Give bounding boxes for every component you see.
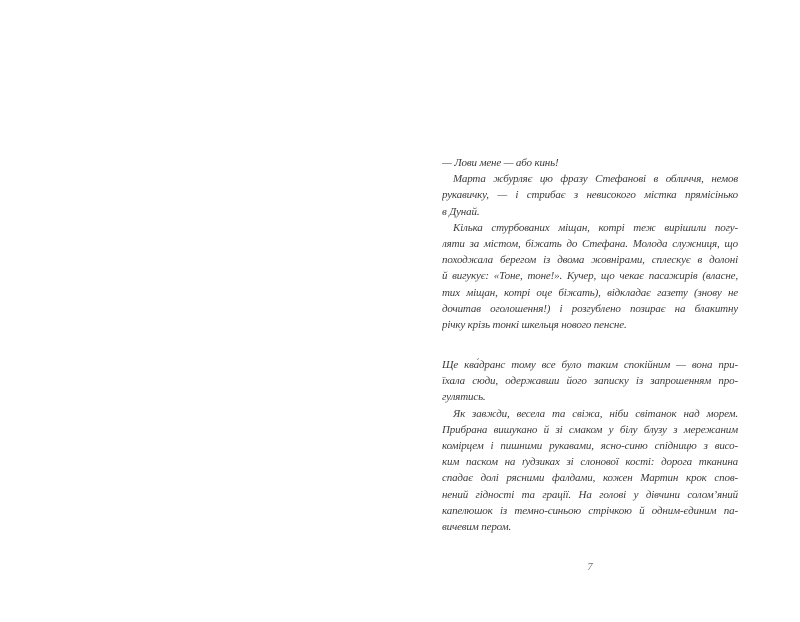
text-line: нений гідності та грації. На голові у дівчини солом’яний: [442, 488, 738, 501]
paragraph: [442, 155, 738, 171]
text-line: Ще ква́дранс тому все було таким спокійним — вона при-: [442, 359, 738, 372]
text-line: Як завжди, весела та свіжа, ніби світанок над морем.: [453, 407, 738, 420]
text-line: гулятись.: [442, 391, 486, 404]
text-block: [442, 155, 738, 333]
text-line: капелюшок із темно-синьою стрічкою й одним-єдиним па-: [442, 504, 738, 517]
text-column: [442, 155, 738, 535]
text-line: в Дунай.: [442, 205, 480, 218]
text-line: комірцем і пишними рукавами, ясно-синю спідницю з висо-: [442, 440, 738, 452]
paragraph: [442, 406, 738, 536]
page-number: 7: [587, 562, 593, 573]
text-line: — Лови мене — або кинь!: [442, 157, 559, 169]
text-line: ким паском на ґудзиках зі слонової кості: дорога тканина: [442, 456, 738, 469]
text-line: Марта жбурляє цю фразу Стефанові в обличчя, немов: [453, 173, 738, 186]
text-line: Кілька стурбованих міщан, котрі теж вирішили погу-: [453, 221, 738, 234]
text-line: ляти за містом, біжать до Стефана. Молода служниця, що: [442, 237, 738, 250]
text-line: й вигукує: «Тоне, тоне!». Кучер, що чекає пасажирів (власне,: [442, 270, 738, 283]
text-line: їхала сюди, одержавши його записку із запрошенням про-: [442, 375, 738, 388]
text-line: вичевим пером.: [442, 520, 512, 533]
text-line: тих міщан, котрі оце біжать), відкладає газету (знову не: [442, 286, 738, 299]
text-block: [442, 357, 738, 535]
paragraph: [442, 171, 738, 220]
paragraph: [442, 220, 738, 333]
text-line: рукавичку, — і стрибає з невисокого містка прямісінько: [442, 189, 738, 202]
text-line: дочитав оголошення!) і розгублено позирає на блакитну: [442, 302, 738, 315]
paragraph: [442, 357, 738, 406]
text-line: спадає долі рясними фалдами, кожен Мартин крок спов-: [442, 472, 738, 485]
text-line: річку крізь тонкі шкельця нового пенсне.: [442, 318, 627, 331]
text-line: походжала берегом із двома жовнірами, сплескує в долоні: [442, 254, 738, 267]
text-line: Прибрана вишукано й зі смаком у білу блузу з мережаним: [442, 423, 738, 436]
